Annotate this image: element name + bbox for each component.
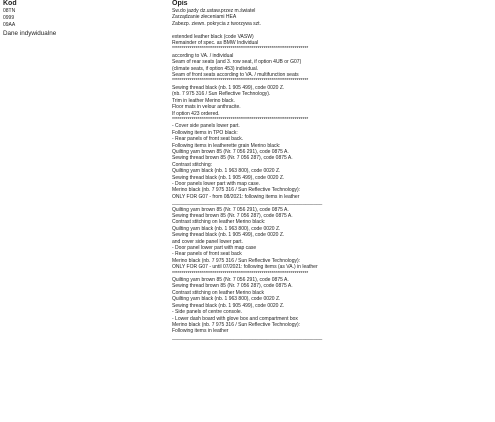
description-line: - Cover side panels lower part.: [172, 123, 240, 130]
code-individual-data: Dane indywidualne: [3, 30, 57, 37]
description-line: Contrast stitching on leather Merino black:: [172, 219, 266, 226]
opis-column: [172, 0, 492, 341]
code-item: 0999: [3, 15, 15, 21]
description-line: Seam of front seats according to VA. / multifunction seats: [172, 72, 299, 79]
description-line: (nb. 7 975 316 / Sun Reflective Technology).: [172, 91, 271, 98]
description-line: - Rear panels of front seat back.: [172, 136, 244, 143]
description-line: Merino black (nb. 7 975 316 / Sun Reflective Technology):: [172, 321, 301, 328]
description-line: Quilting yarn brown 85 (Nr. 7 056 291), code 0875 A.: [172, 206, 289, 213]
description-line: Floor mats in velour anthracite.: [172, 104, 241, 111]
description-line: Remainder of spec. as BMW Individual: [172, 40, 259, 47]
description-line: - Rear panels of front seat back: [172, 251, 242, 258]
description-line: ______________________________________________________: [172, 200, 323, 207]
description-line: Sewing thread black (nb. 1 905 499), code 0020 Z.: [172, 84, 285, 91]
description-line: Sewing thread brown 85 (Nr. 7 056 287), code 0875 A.: [172, 213, 293, 219]
description-line: ONLY FOR G07 - until 07/2021: following items (as VA.) in leather: [172, 264, 318, 271]
description-line: ______________________________________________________: [172, 334, 323, 341]
description-line: **********************************************************************: [172, 116, 309, 123]
description-line: and cover side panel lower part.: [172, 238, 243, 245]
description-line: Following items in leatherette grain Merino black:: [172, 142, 281, 149]
description-line: **********************************************************************: [172, 270, 309, 277]
description-line: Seam of rear seats (and 3. row seat, if option 4UB or G07): [172, 59, 302, 66]
description-line: - Door panels lower part with map case.: [172, 180, 261, 187]
description-line: Quilting yarn brown 85 (Nr. 7 056 291), code 0875 A.: [172, 148, 289, 155]
description-line: Quilting yarn black (nb. 1 963 800), code 0020 Z.: [172, 168, 281, 175]
description-line: Quilting yarn black (nb. 1 963 800), code 0020 Z.: [172, 296, 281, 303]
description-line: Merino black (nb. 7 975 316 / Sun Reflective Technology):: [172, 187, 301, 194]
description-line: - Door panel lower part with map case: [172, 245, 257, 252]
description-line: **********************************************************************: [172, 46, 309, 53]
description-line: ONLY FOR G07 - from 08/2021: following items in leather: [172, 193, 300, 200]
description-line: - Lower dash board with glove box and compartment box: [172, 315, 298, 322]
code-item: 09AA: [3, 22, 16, 28]
description-line: extended leather black (code VASW): [172, 33, 254, 40]
code-item: 08TN: [3, 8, 16, 14]
description-line: Merino black (nb. 7 975 316 / Sun Reflective Technology):: [172, 257, 301, 264]
description-line: according to VA. / individual: [172, 52, 234, 59]
description-line: Sewing thread black (nb. 1 905 499), code 0020 Z.: [172, 302, 285, 309]
description-line: Contrast stitching on leather Merino black: [172, 289, 264, 296]
description-line: Św.do jazdy dz.ustaw.przez m.światel: [172, 8, 256, 14]
description-line: Zabezp. ziewn. pokrycia z tworzywa szt.: [172, 20, 261, 27]
description-line: If option 423 ordered.: [172, 110, 220, 117]
kod-header: Kod: [3, 0, 17, 7]
description-line: Following items in TPO black:: [172, 129, 238, 136]
kod-column: [3, 0, 163, 38]
description-line: Following items in leather: [172, 328, 229, 335]
description-line: (climate seats, if option 453) individual.: [172, 65, 259, 72]
description-line: Contrast stitching:: [172, 161, 213, 168]
description-line: Sewing thread brown 85 (Nr. 7 056 287), code 0875 A.: [172, 155, 293, 162]
description-line: Trim in leather Merino black.: [172, 97, 235, 104]
opis-header: Opis: [172, 0, 188, 7]
description-line: Zarządzanie złeceniami HEA: [172, 14, 237, 21]
description-line: **********************************************************************: [172, 78, 309, 85]
description-line: Sewing thread brown 85 (Nr. 7 056 287), code 0875 A.: [172, 283, 293, 290]
description-line: Sewing thread black (nb. 1 905 499), code 0020 Z.: [172, 174, 285, 181]
description-line: - Side panels of centre console.: [172, 309, 243, 316]
description-line: Quilting yarn brown 85 (Nr. 7 056 291), code 0875 A.: [172, 277, 289, 284]
description-line: Sewing thread black (nb. 1 905 499), code 0020 Z.: [172, 232, 285, 239]
description-lines: [172, 8, 492, 341]
description-line: Quilting yarn black (nb. 1 963 800), code 0020 Z.: [172, 225, 281, 232]
